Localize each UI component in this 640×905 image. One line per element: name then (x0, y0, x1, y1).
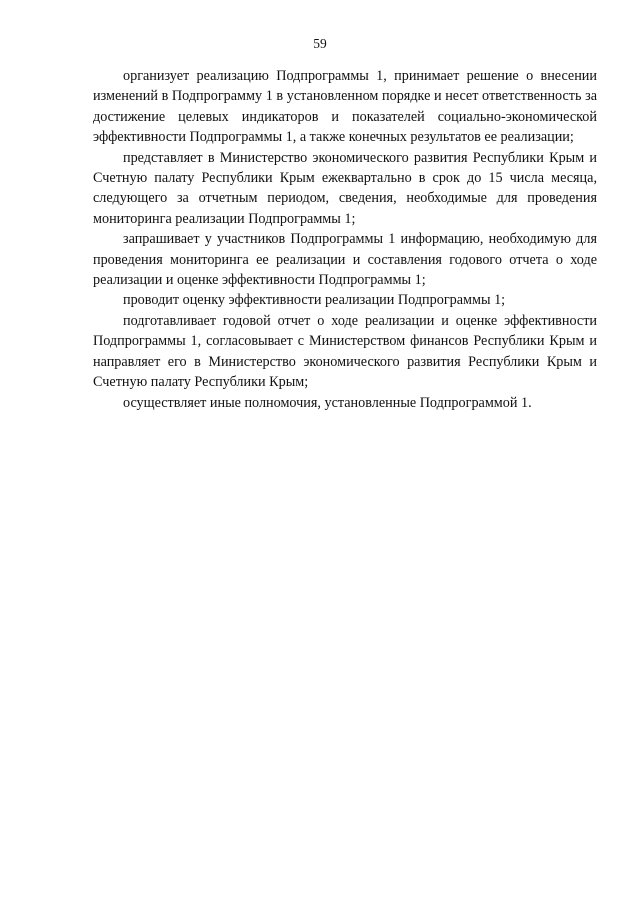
document-body (93, 66, 597, 413)
paragraph-other-powers: осуществляет иные полномочия, установленные Подпрограммой 1. (123, 394, 532, 411)
page-number: 59 (313, 36, 327, 51)
paragraph-evaluates-efficiency: проводит оценку эффективности реализации Подпрограммы 1; (123, 292, 506, 309)
paragraph-requests-information: запрашивает у участников Подпрограммы 1 информацию, необходимую для проведения мониторинга ее реализации и составления годового отчета о ходе реализации и оценке эффективности Подпрограммы 1; (93, 231, 597, 289)
paragraph-prepares-annual-report: подготавливает годовой отчет о ходе реализации и оценке эффективности Подпрограммы 1, согласовывает с Министерством финансов Республики Крым и направляет его в Министерство экономического развития Республики Крым и Счетную палату Республики Крым; (93, 312, 597, 391)
paragraph-submits-reports: представляет в Министерство экономического развития Республики Крым и Счетную палату Республики Крым ежеквартально в срок до 15 числа месяца, следующего за отчетным периодом, сведения, необходимые для проведения мониторинга реализации Подпрограммы 1; (93, 149, 597, 227)
paragraph-organizes-implementation: организует реализацию Подпрограммы 1, принимает решение о внесении изменений в Подпрограмму 1 в установленном порядке и несет ответственность за достижение целевых индикаторов и показателей социально-экономической эффективности Подпрограммы 1, а также конечных результатов ее реализации; (93, 68, 597, 146)
